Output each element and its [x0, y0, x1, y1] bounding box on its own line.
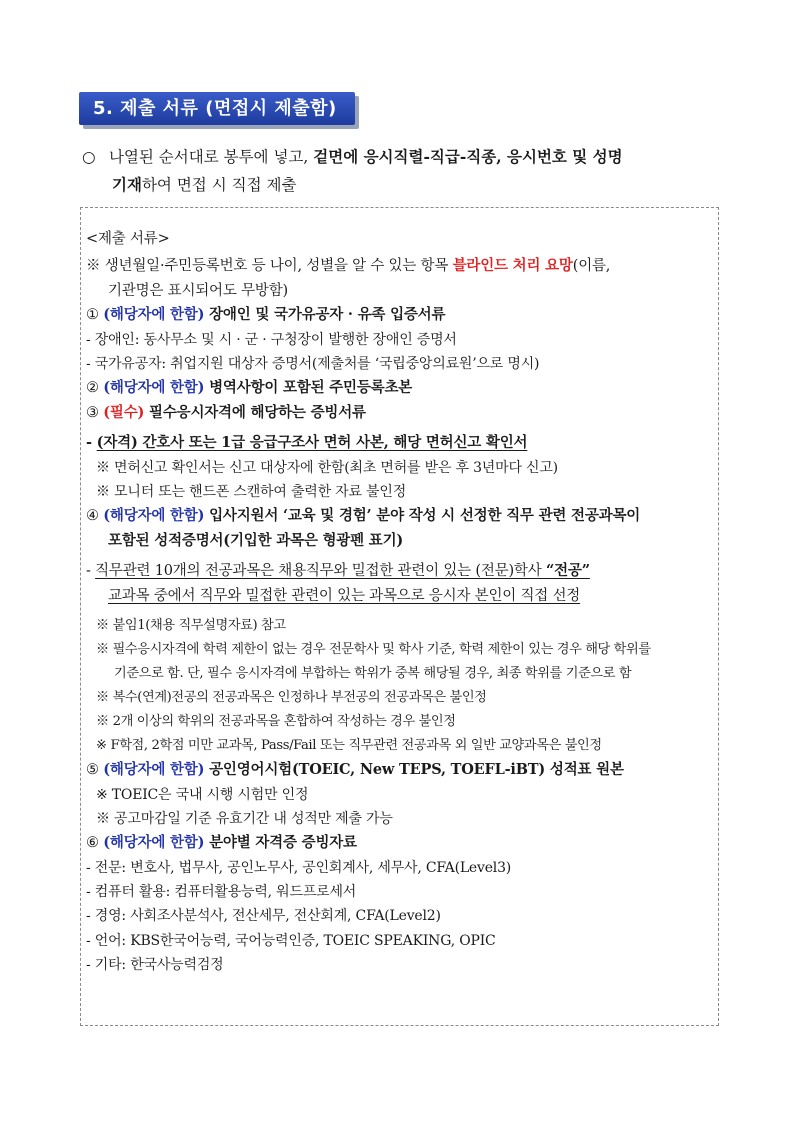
item4-sub-a-major: “전공” [545, 562, 590, 580]
item4-title-b [86, 529, 714, 554]
item6-heading [86, 831, 714, 856]
item4-note3: ※ 복수(연계)전공의 전공과목은 인정하나 부전공의 전공과목은 불인정 [96, 690, 487, 706]
item5-heading [86, 758, 714, 783]
item5-title: 공인영어시험(TOEIC, New TEPS, TOEFL-iBT) 성적표 원본 [204, 761, 624, 779]
item4-sub-a-dash: - [86, 563, 96, 580]
item4-note2b: 기준으로 함. 단, 필수 응시자격에 부합하는 학위가 중복 해당될 경우, 최종 학위를 기준으로 함 [114, 666, 632, 682]
item6-tag: (해당자에 한함) [103, 834, 205, 852]
documents-content [86, 228, 714, 977]
item5-tag: (해당자에 한함) [103, 761, 205, 779]
item3-note2: ※ 모니터 또는 핸드폰 스캔하여 출력한 자료 불인정 [96, 483, 407, 500]
item4-sub-a [86, 559, 714, 584]
blind-note-text-a: 생년월일·주민등록번호 등 나이, 성별을 알 수 있는 항목 [104, 258, 453, 274]
item5-note1: ※ TOEIC은 국내 시행 시험만 인정 [96, 786, 309, 803]
item3-note1: ※ 면허신고 확인서는 신고 대상자에 한함(최초 면허를 받은 후 3년마다 신고) [96, 459, 558, 476]
item4-num: ④ [86, 508, 99, 525]
item3-sub1-text: (자격) 간호사 또는 1급 응급구조사 면허 사본, 해당 면허신고 확인서 [96, 434, 528, 452]
blind-note-mark: ※ [86, 258, 101, 274]
item5-note2: ※ 공고마감일 기준 유효기간 내 성적만 제출 가능 [96, 810, 393, 827]
item4-sub-b-text: 교과목 중에서 직무와 밀접한 관련이 있는 과목으로 응시자 본인이 직접 선정 [108, 587, 581, 604]
blind-note-text-b: (이름, [572, 258, 611, 274]
item6-sub2: - 컴퓨터 활용: 컴퓨터활용능력, 워드프로세서 [86, 884, 357, 901]
intro-text-d: 하여 면접 시 직접 제출 [141, 176, 297, 194]
item4-note1: ※ 붙임1(채용 직무설명자료) 참고 [96, 618, 286, 634]
item6-sub1: - 전문: 변호사, 법무사, 공인노무사, 공인회계사, 세무사, CFA(Level3) [86, 859, 512, 876]
intro-paragraph [82, 143, 722, 199]
item1-tag: (해당자에 한함) [103, 306, 205, 323]
blind-note-red: 블라인드 처리 요망 [452, 257, 573, 274]
item1-num: ① [86, 307, 99, 323]
item2-title: 병역사항이 포함된 주민등록초본 [204, 379, 413, 397]
item1-title: 장애인 및 국가유공자 · 유족 입증서류 [204, 306, 446, 323]
blind-note [86, 254, 714, 279]
item5-num: ⑤ [86, 762, 99, 779]
item6-sub5: - 기타: 한국사능력검정 [86, 956, 224, 973]
item3-sub1-dash: - [86, 434, 97, 452]
item6-sub3: - 경영: 사회조사분석사, 전산세무, 전산회계, CFA(Level2) [86, 908, 441, 925]
item4-title-b-text: 포함된 성적증명서(기입한 과목은 형광펜 표기) [108, 531, 404, 549]
item6-title: 분야별 자격증 증빙자료 [204, 834, 357, 852]
item4-title-a: 입사지원서 ‘교육 및 경험’ 분야 작성 시 선정한 직무 관련 전공과목이 [204, 507, 641, 525]
item1-heading [86, 303, 714, 328]
item6-sub4: - 언어: KBS한국어능력, 국어능력인증, TOEIC SPEAKING, OPIC [86, 932, 496, 949]
box-caption: <제출 서류> [86, 231, 170, 247]
item1-sub1: - 장애인: 동사무소 및 시 · 군 · 구청장이 발행한 장애인 증명서 [86, 331, 457, 348]
intro-text-c: 기재 [112, 175, 142, 194]
item2-tag: (해당자에 한함) [103, 379, 205, 397]
item2-heading [86, 376, 714, 401]
item2-num: ② [86, 380, 99, 397]
item3-sub1 [86, 431, 714, 456]
item4-sub-a-text: 직무관련 10개의 전공과목은 채용직무와 밀접한 관련이 있는 (전문)학사 [95, 563, 546, 580]
item3-tag: (필수) [103, 403, 145, 421]
item4-note5: ※ F학점, 2학점 미만 교과목, Pass/Fail 또는 직무관련 전공과목 외 일반 교양과목은 불인정 [96, 738, 602, 754]
intro-text-a: 나열된 순서대로 봉투에 넣고, [108, 148, 314, 166]
intro-text-b: 겉면에 응시직렬-직급-직종, 응시번호 및 성명 [313, 147, 623, 166]
section-title: 5. 제출 서류 (면접시 제출함) [79, 92, 355, 125]
item4-tag: (해당자에 한함) [103, 507, 205, 525]
intro-bullet: ○ [82, 148, 96, 166]
item4-heading [86, 504, 714, 529]
item4-note4: ※ 2개 이상의 학위의 전공과목을 혼합하여 작성하는 경우 불인정 [96, 714, 456, 730]
item3-title: 필수응시자격에 해당하는 증빙서류 [144, 403, 366, 421]
blind-note-cont: 기관명은 표시되어도 무방함) [108, 282, 288, 299]
item3-heading [86, 401, 714, 426]
item6-num: ⑥ [86, 835, 99, 852]
item4-sub-b [86, 584, 714, 609]
item4-note2a: ※ 필수응시자격에 학력 제한이 없는 경우 전문학사 및 학사 기준, 학력 제한이 있는 경우 해당 학위를 [96, 642, 651, 658]
item1-sub2: - 국가유공자: 취업지원 대상자 증명서(제출처를 ‘국립중앙의료원’으로 명시) [86, 355, 540, 372]
item3-num: ③ [86, 404, 99, 421]
